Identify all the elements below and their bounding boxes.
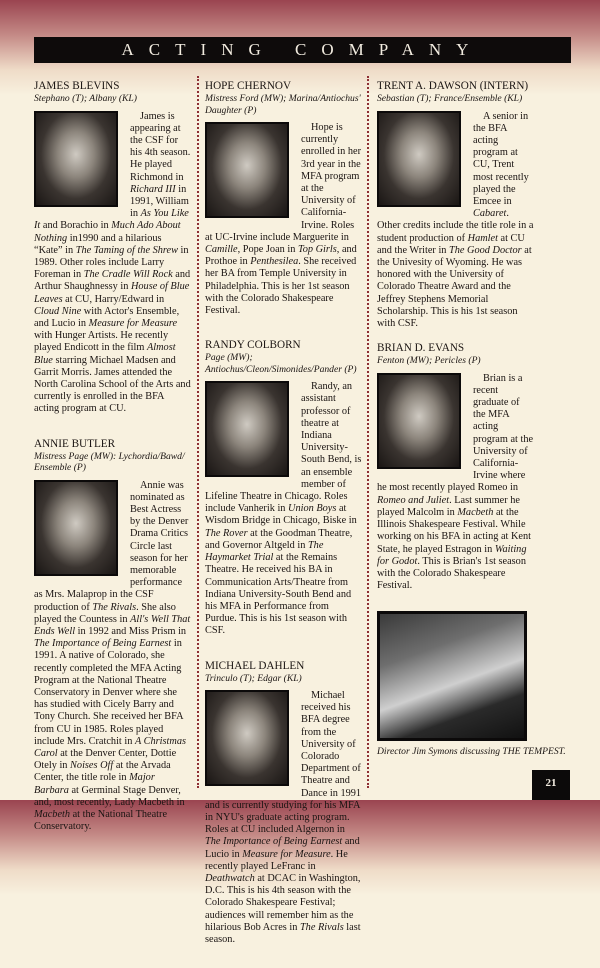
bio-text: . She received her BA from Temple University in Philadelphia. This is her 1st season with the Colorado Shakespeare Festival.	[205, 256, 357, 317]
actor-entry	[34, 80, 191, 416]
work-title: Camille	[205, 244, 238, 256]
work-title: Measure for Measure	[88, 317, 178, 329]
work-title: Deathwatch	[205, 873, 255, 885]
bio-text: A senior in the BFA acting program at CU, Trent most recently played the Emcee in	[473, 110, 529, 207]
actor-bio	[205, 381, 362, 637]
section-title-banner	[34, 37, 571, 63]
bio-text: . She also played the Countess in	[34, 601, 176, 625]
column-2	[205, 80, 362, 968]
bio-text: James is appearing at the CSF for his 4th season. He played Richmond in	[130, 110, 191, 183]
work-title: Romeo and Juliet	[377, 494, 450, 506]
work-title: The Good Doctor	[449, 244, 522, 256]
bio-text: in1990 and a hilarious “Kate” in	[34, 232, 162, 256]
bio-text: in 1991, William in	[130, 183, 189, 220]
bio-text: starring Michael Madsen and Garrit Morris. James attended the North Carolina School of the Arts and currently is enrolled in the BFA acting program at CU.	[34, 354, 191, 415]
column-divider	[367, 76, 369, 788]
column-1	[34, 80, 191, 855]
director-photo	[377, 611, 527, 741]
actor-roles: Trinculo (T); Edgar (KL)	[205, 672, 302, 684]
bio-text: in 1992 and Miss Prism in	[75, 626, 187, 638]
bio-text: , and Prothoe in	[205, 244, 357, 268]
page-number: 21	[532, 770, 570, 800]
bio-text: at CU and the Writer in	[377, 232, 525, 256]
work-title: Much Ado About Nothing	[34, 220, 181, 244]
actor-bio	[34, 111, 191, 416]
section-title: ACTING COMPANY	[121, 40, 484, 59]
actor-entry	[377, 342, 534, 592]
actor-bio	[377, 373, 534, 593]
headshot-photo	[205, 381, 289, 477]
bio-text: at the Univesity of Wyoming. He was honored with the University of Colorado Theatre Award and the Jeffrey Stephens Memorial Scholarship. This is his 1st season with CSF.	[377, 244, 532, 329]
actor-roles: Mistress Ford (MW); Marina/Antiochus' Daughter (P)	[205, 93, 361, 116]
headshot-photo	[377, 111, 461, 207]
work-title: The Importance of Being Earnest	[34, 638, 172, 650]
work-title: Major Barbara	[34, 772, 155, 796]
actor-name: JAMES BLEVINS	[34, 80, 120, 92]
work-title: Noises Off	[70, 760, 114, 772]
work-title: Top Girls	[297, 244, 337, 256]
actor-name: ANNIE BUTLER	[34, 437, 116, 450]
actor-entry	[377, 80, 534, 330]
bio-text: in 1989. Other roles include Larry Foreman in	[34, 244, 189, 281]
work-title: Penthesilea	[250, 256, 299, 268]
actor-name: MICHAEL DAHLEN	[205, 659, 305, 672]
bio-text: with Actor's Ensemble, and Lucio in	[34, 305, 180, 329]
actor-roles: Fenton (MW); Pericles (P)	[377, 355, 481, 367]
bio-text: and Borachio in	[40, 220, 112, 232]
work-title: A Christmas Carol	[34, 735, 186, 760]
actor-bio	[34, 480, 191, 834]
work-title: The Rivals	[92, 601, 137, 613]
bio-text: Brian is a recent graduate of the MFA acting program at the University of California-Irvine where he most recently played Romeo in	[377, 372, 534, 494]
actor-bio	[377, 111, 534, 331]
actor-roles: Mistress Page (MW): Lychordia/Bawd/ Ensemble (P)	[34, 450, 185, 474]
work-title: House of Blue Leaves	[34, 281, 190, 305]
actor-bio	[205, 690, 362, 946]
actor-name: BRIAN D. EVANS	[377, 342, 465, 355]
actor-roles: Sebastian (T); France/Ensemble (KL)	[377, 93, 523, 104]
bio-text: at the National Theatre Conservatory.	[34, 809, 168, 833]
bio-text: at the Arvada Center, the title role in	[34, 760, 171, 784]
bio-text: at the Illinois Shakespeare Festival. While working on his BFA in acting at Kent State, he played Estragon in	[377, 506, 531, 555]
work-title: Waiting for Godot	[377, 543, 527, 567]
work-title: The Haymarket Trial	[205, 539, 324, 564]
bio-text: in 1991. A native of Colorado, she recently completed the MFA Acting Program at the National Theatre Conservatory in Denver where she has studied with Cicely Barry and Tony Church. She received her BFA from CU in 1985. Roles played include Mrs. Cratchit in	[34, 638, 183, 747]
work-title: Richard III	[130, 183, 176, 195]
bio-text: . Last summer he played Malcolm in	[377, 494, 520, 518]
actor-name: HOPE CHERNOV	[205, 80, 292, 92]
bio-text: last season.	[205, 921, 361, 946]
actor-name: TRENT A. DAWSON (INTERN)	[377, 80, 529, 92]
work-title: Macbeth	[457, 506, 494, 518]
work-title: Measure for Measure	[242, 848, 331, 860]
bio-text: Randy, an assistant professor of theatre at Indiana University-South Bend, is an ensemble member of Lifeline Theatre in Chicago. Roles include Vanherik in	[205, 381, 362, 515]
bio-text: and Arthur Shaughnessy in	[34, 269, 191, 293]
work-title: The Importance of Being Earnest	[205, 836, 343, 848]
work-title: The Cradle Will Rock	[83, 269, 173, 281]
bio-text: at the Denver Center, Dottie Otely in	[34, 748, 177, 772]
bio-text: at Wisdom Bridge in Chicago, Biske in	[205, 503, 357, 527]
bio-text: at the Goodman Theatre, and Governor Altgeld in	[205, 527, 353, 551]
actor-entry	[205, 339, 362, 637]
work-title: As You Like It	[34, 208, 189, 232]
bio-text: Annie was nominated as Best Actress by the Denver Drama Critics Circle last season for her memorable performance as Mrs. Malaprop in the CSF production of	[34, 479, 189, 613]
bio-text: and Lucio in	[205, 836, 360, 860]
work-title: The Rover	[205, 527, 248, 539]
work-title: All's Well That Ends Well	[34, 613, 191, 638]
column-divider	[197, 76, 199, 788]
bio-text: Michael received his BFA degree from the University of Colorado Department of Theatre and Dance in 1991 and is currently studying for his MFA in NYU's graduate acting program. Roles at CU included Algernon in	[205, 690, 362, 836]
work-title: Macbeth	[34, 809, 71, 821]
work-title: Cabaret	[473, 208, 507, 220]
photo-caption: Director Jim Symons discussing THE TEMPEST.	[377, 746, 566, 757]
work-title: Union Boys	[288, 503, 337, 515]
actor-bio	[205, 122, 362, 317]
headshot-photo	[205, 690, 289, 786]
bio-text: at DCAC in Washington, D.C. This is his 4th season with the Colorado Shakespeare Festival; audiences will remember him as the hilarious Bob Acres in	[205, 873, 361, 933]
bio-text: . He recently played LeFranc in	[205, 848, 348, 872]
bio-text: . Other credits include the title role in a student production of	[377, 208, 534, 244]
bio-text: at the Remains Theatre. He received his BA in Communication Arts/Theatre from Indiana University-South Bend and his MFA in Performance from Purdue. This is his 1st season with CSF.	[205, 552, 352, 637]
actor-entry	[205, 660, 362, 947]
actor-entry	[205, 80, 362, 317]
bio-text: at CU, Harry/Edward in	[62, 293, 165, 305]
work-title: Cloud Nine	[34, 305, 82, 317]
work-title: Almost Blue	[34, 342, 176, 366]
headshot-photo	[377, 373, 461, 469]
headshot-photo	[205, 122, 289, 218]
bio-text: with Hunger Artists. He recently played Endicott in the film	[34, 330, 169, 354]
bio-text: Hope is currently enrolled in her 3rd year in the MFA program at the University of California-Irvine. Roles at UC-Irvine include Marguerite in	[205, 122, 362, 243]
actor-name: RANDY COLBORN	[205, 339, 301, 352]
work-title: The Rivals	[299, 921, 344, 933]
work-title: The Taming of the Shrew	[75, 244, 178, 256]
column-3	[377, 80, 534, 604]
headshot-photo	[34, 480, 118, 576]
work-title: Hamlet	[467, 232, 498, 244]
bio-text: . This is Brian's 1st season with the Colorado Shakespeare Festival.	[377, 555, 526, 592]
bio-text: at Germinal Stage Denver, and, most recently, Lady Macbeth in	[34, 784, 185, 808]
headshot-photo	[34, 111, 118, 207]
actor-roles: Page (MW); Antiochus/Cleon/Simonides/Pander (P)	[205, 352, 357, 375]
bio-text: , Pope Joan in	[237, 244, 298, 256]
actor-entry	[34, 438, 191, 834]
actor-roles: Stephano (T); Albany (KL)	[34, 93, 137, 104]
